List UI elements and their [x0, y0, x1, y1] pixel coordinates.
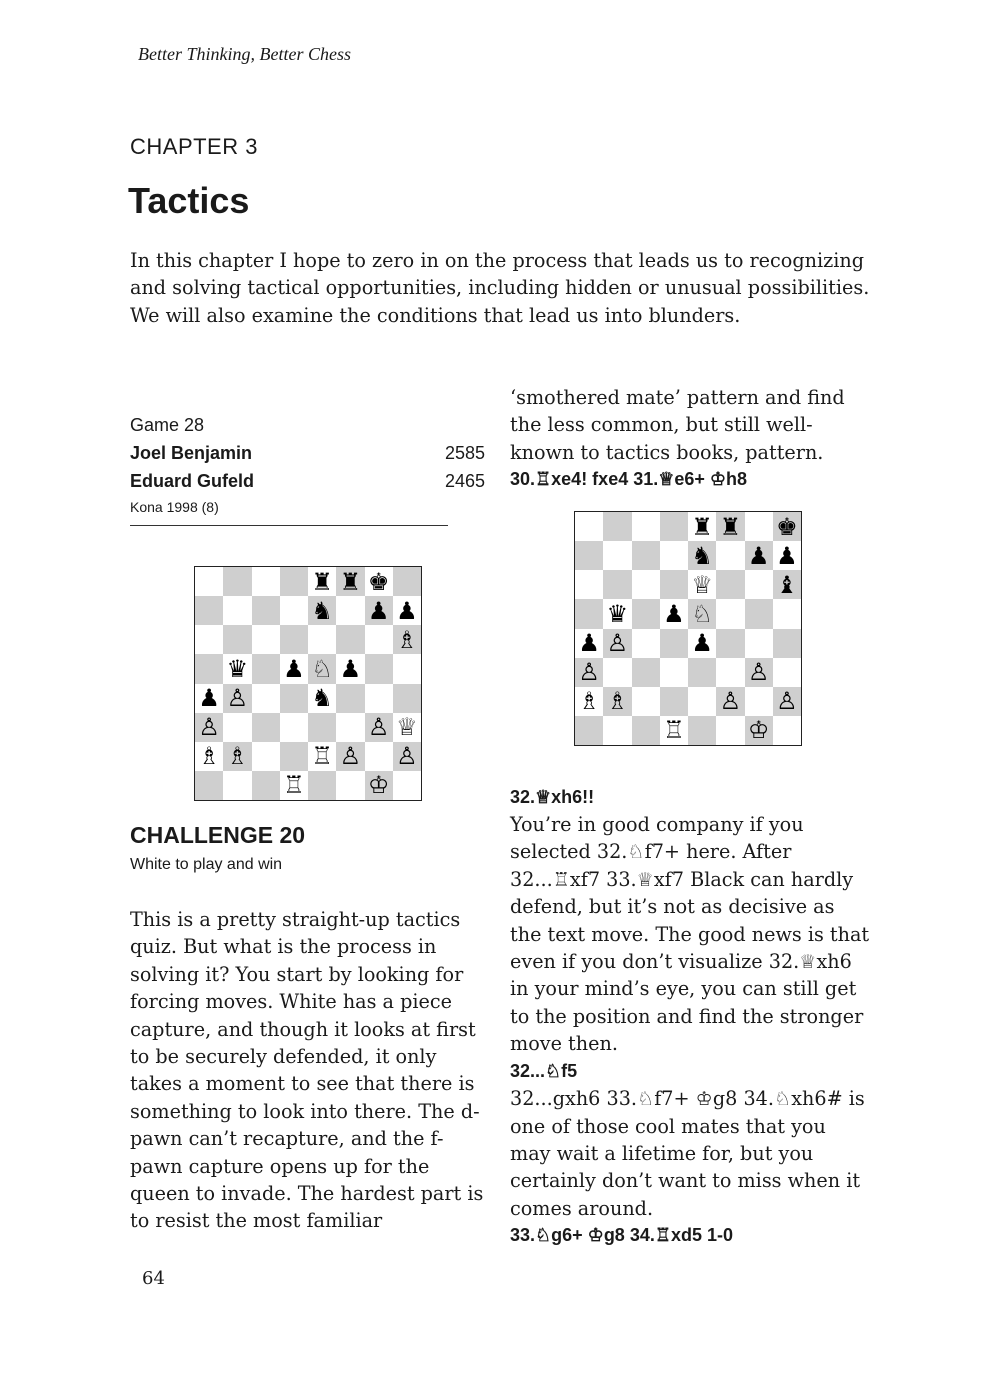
chess-piece: ♙: [716, 687, 744, 716]
board-square: [336, 713, 364, 742]
board-square: [365, 625, 393, 654]
page-number: 64: [142, 1268, 165, 1289]
board-square: [575, 541, 603, 570]
board-square: [603, 512, 631, 541]
chess-piece: ♜: [308, 567, 336, 596]
board-square: [660, 541, 688, 570]
board-square: [632, 716, 660, 745]
board-square: [632, 658, 660, 687]
board-square: [660, 687, 688, 716]
board-square: [773, 629, 801, 658]
chess-piece: ♔: [745, 716, 773, 745]
commentary-p3: 32...gxh6 33.♘f7+ ♔g8 34.♘xh6# is one of those cool mates that you may wait a lifetime for, but you certainly don’t want to miss when it comes around.: [510, 1087, 865, 1220]
chapter-title: Tactics: [128, 180, 250, 221]
board-square: [393, 567, 421, 596]
chess-piece: ♟: [336, 654, 364, 683]
board-square: [223, 713, 251, 742]
board-square: [660, 629, 688, 658]
challenge-title: CHALLENGE 20: [130, 822, 306, 848]
chess-piece: ♙: [393, 742, 421, 771]
board-square: [716, 599, 744, 628]
board-square: [716, 716, 744, 745]
chess-piece: ♙: [603, 629, 631, 658]
board-square: [252, 654, 280, 683]
board-square: [745, 687, 773, 716]
chess-piece: ♙: [336, 742, 364, 771]
board-square: [252, 625, 280, 654]
board-square: [632, 599, 660, 628]
board-square: [365, 654, 393, 683]
chess-piece: ♟: [660, 599, 688, 628]
board-square: [252, 567, 280, 596]
board-square: [603, 570, 631, 599]
chess-piece: ♚: [365, 567, 393, 596]
chess-piece: ♗: [393, 625, 421, 654]
chess-piece: ♝: [773, 570, 801, 599]
chess-piece: ♗: [223, 742, 251, 771]
board-square: [603, 541, 631, 570]
board-square: [745, 629, 773, 658]
board-square: [632, 570, 660, 599]
board-square: [252, 742, 280, 771]
chess-piece: ♟: [195, 684, 223, 713]
board-square: [745, 599, 773, 628]
board-square: [223, 567, 251, 596]
board-square: [195, 625, 223, 654]
board-square: [745, 512, 773, 541]
board-square: [252, 684, 280, 713]
white-player-rating: 2585: [444, 443, 485, 463]
chess-piece: ♟: [773, 541, 801, 570]
board-square: [280, 567, 308, 596]
board-square: [223, 625, 251, 654]
board-square: [252, 771, 280, 800]
board-square: [195, 567, 223, 596]
board-square: [393, 654, 421, 683]
board-square: [716, 570, 744, 599]
chess-piece: ♟: [393, 596, 421, 625]
board-square: [660, 570, 688, 599]
white-player-row: [130, 439, 485, 467]
chess-piece: ♚: [773, 512, 801, 541]
chess-piece: ♞: [688, 541, 716, 570]
chess-piece: ♖: [660, 716, 688, 745]
game-header: [130, 412, 485, 526]
board-square: [365, 684, 393, 713]
chess-diagram-challenge: [194, 566, 422, 801]
board-square: [773, 599, 801, 628]
black-player-name: Eduard Gufeld: [130, 471, 255, 491]
white-player-name: Joel Benjamin: [130, 443, 253, 463]
board-square: [308, 713, 336, 742]
chess-piece: ♞: [308, 684, 336, 713]
black-player-rating: 2465: [444, 471, 485, 491]
game-event: Kona 1998 (8): [130, 499, 219, 515]
black-player-row: [130, 467, 485, 495]
chess-piece: ♘: [308, 654, 336, 683]
board-square: [336, 771, 364, 800]
board-square: [632, 687, 660, 716]
body-text-left: This is a pretty straight-up tactics quiz. But what is the process in solving it? You start by looking for forcing moves. White has a piece capture, and though it looks at first to be securely defended, it only takes a moment to see that there is something to look into there. The d-pawn can’t recapture, and the f-pawn capture opens up for the queen to invade. The hardest part is to resist the most familiar: [130, 908, 484, 1233]
chess-piece: ♟: [688, 629, 716, 658]
move-line-2: 32.♕xh6!!: [510, 786, 595, 807]
board-square: [336, 625, 364, 654]
board-square: [773, 716, 801, 745]
game-number: Game 28: [130, 415, 205, 435]
board-square: [603, 716, 631, 745]
move-line-3: 32...♘f5: [510, 1060, 578, 1081]
chess-piece: ♙: [195, 713, 223, 742]
board-square: [280, 596, 308, 625]
move-line-1: 30.♖xe4! fxe4 31.♕e6+ ♔h8: [510, 469, 748, 490]
header-rule: [130, 525, 448, 526]
board-square: [575, 512, 603, 541]
chess-piece: ♟: [365, 596, 393, 625]
board-square: [688, 658, 716, 687]
chess-piece: ♕: [688, 570, 716, 599]
board-square: [223, 771, 251, 800]
chess-piece: ♜: [336, 567, 364, 596]
intro-paragraph: In this chapter I hope to zero in on the process that leads us to recognizing and solving tactical opportunities, including hidden or unusual possibilities. We will also examine the conditions that lead us into blunders.: [130, 249, 870, 327]
chess-piece: ♕: [393, 713, 421, 742]
commentary-p2: You’re in good company if you selected 32.♘f7+ here. After 32...♖xf7 33.♕xf7 Black can hardly defend, but it’s not as decisive as the text move. The good news is that even if you don’t visualize 32.♕xh6 in your mind’s eye, you can still get to the position and find the stronger move then.: [510, 813, 870, 1056]
chess-piece: ♜: [716, 512, 744, 541]
board-square: [280, 625, 308, 654]
board-square: [252, 596, 280, 625]
board-square: [575, 570, 603, 599]
board-square: [716, 541, 744, 570]
board-square: [308, 771, 336, 800]
chess-piece: ♛: [603, 599, 631, 628]
board-square: [308, 625, 336, 654]
board-square: [632, 629, 660, 658]
board-square: [575, 599, 603, 628]
commentary-p1: ‘smothered mate’ pattern and find the less common, but still well-known to tactics books, pattern.: [510, 386, 845, 464]
board-square: [688, 716, 716, 745]
board-square: [773, 658, 801, 687]
board-square: [745, 570, 773, 599]
chess-piece: ♗: [575, 687, 603, 716]
board-square: [252, 713, 280, 742]
board-square: [365, 742, 393, 771]
chess-piece: ♟: [280, 654, 308, 683]
chess-piece: ♙: [365, 713, 393, 742]
board-square: [688, 687, 716, 716]
board-square: [195, 596, 223, 625]
challenge-subtitle: White to play and win: [130, 856, 283, 873]
board-square: [660, 658, 688, 687]
board-square: [575, 716, 603, 745]
board-square: [393, 771, 421, 800]
running-head: Better Thinking, Better Chess: [138, 44, 351, 64]
chess-piece: ♖: [280, 771, 308, 800]
chess-piece: ♗: [603, 687, 631, 716]
board-square: [603, 658, 631, 687]
board-square: [716, 629, 744, 658]
board-square: [632, 512, 660, 541]
chess-piece: ♙: [223, 684, 251, 713]
chess-piece: ♟: [575, 629, 603, 658]
chess-diagram-position: [574, 511, 802, 746]
board-square: [195, 654, 223, 683]
chapter-label: CHAPTER 3: [130, 134, 258, 159]
move-line-4: 33.♘g6+ ♔g8 34.♖xd5 1-0: [510, 1225, 734, 1246]
board-square: [632, 541, 660, 570]
chess-piece: ♙: [773, 687, 801, 716]
board-square: [223, 596, 251, 625]
board-square: [716, 658, 744, 687]
chess-piece: ♗: [195, 742, 223, 771]
chess-piece: ♙: [745, 658, 773, 687]
chess-piece: ♟: [745, 541, 773, 570]
board-square: [280, 742, 308, 771]
chess-piece: ♖: [308, 742, 336, 771]
board-square: [280, 713, 308, 742]
chess-piece: ♜: [688, 512, 716, 541]
chess-piece: ♔: [365, 771, 393, 800]
board-square: [195, 771, 223, 800]
board-square: [336, 684, 364, 713]
board-square: [280, 684, 308, 713]
board-square: [393, 684, 421, 713]
board-square: [660, 512, 688, 541]
board-square: [336, 596, 364, 625]
chess-piece: ♙: [575, 658, 603, 687]
chess-piece: ♘: [688, 599, 716, 628]
chess-piece: ♛: [223, 654, 251, 683]
chess-piece: ♞: [308, 596, 336, 625]
